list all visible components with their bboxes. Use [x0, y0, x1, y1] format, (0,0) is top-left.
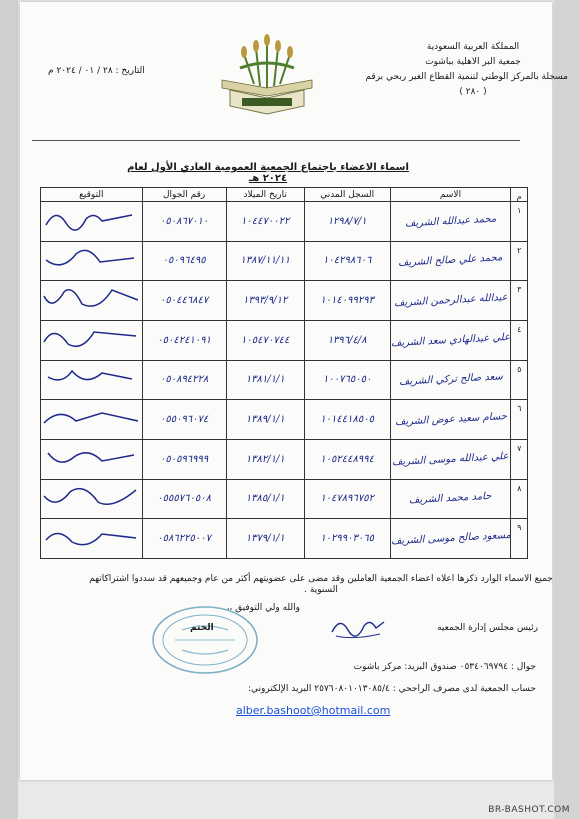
member-name-cell	[390, 202, 511, 242]
row-number-cell	[511, 360, 528, 400]
seal-label: الختم	[190, 623, 214, 633]
civil-record: ١٠٤٧٨٩٦٧٥٢	[320, 493, 375, 505]
member-signature	[42, 520, 140, 554]
member-name: مسعود صالح موسى الشريف	[390, 529, 511, 548]
member-signature	[42, 203, 140, 237]
table-row	[41, 400, 528, 440]
member-signature	[42, 322, 140, 356]
civil-record-cell	[304, 519, 390, 559]
mobile-number: ٠٥٨٦٢٢٥٠٠٧	[157, 533, 211, 545]
member-signature	[42, 242, 140, 276]
table-header-row	[41, 188, 528, 202]
civil-record: ١٠١٤٤١٨٥٠٥	[320, 414, 375, 426]
member-name: حامد محمد الشريف	[409, 491, 492, 507]
row-number-cell	[511, 519, 528, 559]
association-logo	[212, 28, 322, 120]
row-number: ٩	[517, 523, 522, 533]
civil-record: ١٠٢٩٩٠٣٠٦٥	[320, 533, 375, 545]
member-name-cell	[390, 360, 511, 400]
member-name-cell	[390, 241, 511, 281]
member-name-cell	[390, 479, 511, 519]
birth-date: ١٣٨٥/١/١	[245, 493, 285, 505]
birth-date: ١٣٩٣/٩/١٢	[243, 295, 288, 307]
signature-cell	[41, 202, 143, 242]
table-row	[41, 439, 528, 479]
signature-cell	[41, 320, 143, 360]
member-name: علي عبدالهادي سعد الشريف	[390, 331, 511, 349]
mobile-number: ٠٥٥٠٩٦٠٧٤	[159, 414, 209, 426]
mobile-number: ٠٥٠٨٩٤٢٢٨	[159, 374, 209, 386]
member-signature	[42, 480, 140, 514]
org-header	[365, 40, 568, 100]
birth-date: ١٣٨١/١/١	[245, 374, 285, 386]
civil-record: ١٠٤٢٩٨٦٠٦	[323, 255, 372, 267]
civil-record-cell	[304, 479, 390, 519]
header-line: ( ٢٨٠ )	[459, 87, 487, 97]
civil-record: ١٠١٤٠٩٩٢٩٣	[320, 295, 375, 307]
chairman-signature	[330, 612, 386, 642]
mobile-number: ٠٥٠٨٦٧٠١٠	[159, 215, 209, 227]
member-signature	[42, 282, 140, 316]
member-name: محمد عبدالله الشريف	[404, 213, 497, 230]
col-header-civil-record: السجل المدني	[304, 188, 390, 202]
row-number-cell	[511, 202, 528, 242]
chairman-label: رئيس مجلس إدارة الجمعيه	[437, 623, 538, 633]
header-line: جمعية البر الاهلية بباشوت	[425, 57, 521, 67]
mobile-number: ٠٥٥٥٧٦٠٥٠٨	[157, 493, 211, 505]
signature-cell	[41, 281, 143, 321]
header-divider	[32, 140, 520, 141]
mobile-number-cell	[142, 479, 226, 519]
signature-cell	[41, 479, 143, 519]
membership-note: جميع الاسماء الوارد ذكرها اعلاه اعضاء الجمعية العاملين وقد مضى على عضويتهم أكثر من عام وجميعهم قد سددوا اشتراكاتهم السنوية .	[89, 574, 553, 595]
civil-record-cell	[304, 439, 390, 479]
col-header-name: الاسم	[390, 188, 511, 202]
member-signature	[42, 361, 140, 395]
birth-date: ١٣٨٢/١/١	[245, 453, 285, 465]
birth-date-cell	[226, 202, 304, 242]
row-number-cell	[511, 400, 528, 440]
mobile-number-cell	[142, 360, 226, 400]
members-table	[40, 187, 528, 559]
table-row	[41, 241, 528, 281]
birth-date-cell	[226, 439, 304, 479]
birth-date: ١٣٨٧/١١/١١	[240, 255, 291, 267]
header-line: مسجلة بالمركز الوطني لتنمية القطاع الغير ربحي برقم	[365, 72, 568, 82]
civil-record: ١٢٩٨/٧/١	[327, 215, 367, 227]
row-number-cell	[511, 241, 528, 281]
birth-date-cell	[226, 320, 304, 360]
birth-date-cell	[226, 479, 304, 519]
signature-cell	[41, 439, 143, 479]
civil-record: ١٣٩٦/٤/٨	[327, 334, 367, 346]
col-header-number: م	[511, 188, 528, 202]
civil-record-cell	[304, 202, 390, 242]
row-number-cell	[511, 479, 528, 519]
table-row	[41, 281, 528, 321]
row-number: ١	[517, 206, 522, 215]
site-watermark: BR-BASHOT.COM	[488, 805, 570, 815]
row-number-cell	[511, 281, 528, 321]
col-header-mobile: رقم الجوال	[142, 188, 226, 202]
row-number-cell	[511, 320, 528, 360]
member-name: سعد صالح تركي الشريف	[398, 371, 503, 389]
document-date: التاريخ : ٢٨ / ٠١ / ٢٠٢٤ م	[48, 66, 145, 76]
member-name-cell	[390, 519, 511, 559]
birth-date: ١٠٤٤٧٠٠٢٢	[241, 215, 290, 227]
row-number: ٥	[517, 364, 522, 374]
row-number-cell	[511, 439, 528, 479]
scan-right-shadow	[554, 0, 580, 819]
member-name: عبدالله عبدالرحمن الشريف	[393, 292, 508, 310]
contact-phone-line: جوال : ٠٥٣٤٠٦٩٧٩٤ صندوق البريد: مركز باشوت	[353, 662, 536, 672]
row-number: ٧	[517, 443, 522, 453]
col-header-birth-date: تاريخ الميلاد	[226, 188, 304, 202]
email-link[interactable]: alber.bashoot@hotmail.com	[236, 704, 391, 717]
mobile-number: ٠٥٠٩٦٤٩٥	[162, 255, 206, 267]
row-number: ٦	[517, 404, 522, 414]
member-name-cell	[390, 439, 511, 479]
member-name-cell	[390, 320, 511, 360]
member-signature	[42, 441, 140, 475]
civil-record-cell	[304, 241, 390, 281]
civil-record-cell	[304, 320, 390, 360]
mobile-number: ٠٥٠٤٢٤١٠٩١	[157, 334, 211, 346]
row-number: ٢	[517, 245, 522, 255]
row-number: ٤	[517, 324, 522, 334]
birth-date-cell	[226, 281, 304, 321]
mobile-number-cell	[142, 519, 226, 559]
signature-cell	[41, 241, 143, 281]
contact-bank-line: حساب الجمعية لدى مصرف الراجحي : ٢٥٧٦٠٨٠١٠١٣٠٨٥/٤ البريد الإلكتروني:	[247, 684, 536, 694]
signature-cell	[41, 400, 143, 440]
col-header-signature: التوقيع	[41, 188, 143, 202]
closing-line: والله ولي التوفيق ،،	[226, 603, 300, 613]
table-row	[41, 519, 528, 559]
member-name-cell	[390, 400, 511, 440]
table-row	[41, 360, 528, 400]
scan-left-shadow	[0, 0, 18, 819]
birth-date-cell	[226, 400, 304, 440]
birth-date-cell	[226, 241, 304, 281]
mobile-number-cell	[142, 320, 226, 360]
table-row	[41, 479, 528, 519]
civil-record-cell	[304, 360, 390, 400]
mobile-number-cell	[142, 281, 226, 321]
mobile-number-cell	[142, 439, 226, 479]
civil-record: ١٠٠٧٦٥٠٥٠	[323, 374, 372, 386]
mobile-number: ٠٥٠٥٩٦٩٩٩	[159, 453, 209, 465]
signature-cell	[41, 360, 143, 400]
mobile-number-cell	[142, 202, 226, 242]
member-name: حسام سعيد عوض الشريف	[394, 411, 507, 429]
birth-date: ١٠٥٤٧٠٧٤٤	[241, 334, 290, 346]
member-name: محمد علي صالح الشريف	[398, 252, 503, 270]
mobile-number-cell	[142, 400, 226, 440]
mobile-number-cell	[142, 241, 226, 281]
member-name: علي عبدالله موسى الشريف	[392, 450, 509, 468]
mobile-number: ٠٥٠٤٤٦٨٤٧	[159, 295, 209, 307]
member-signature	[42, 401, 140, 435]
header-line: المملكة العربية السعودية	[426, 42, 520, 52]
row-number: ٨	[517, 483, 522, 493]
table-row	[41, 202, 528, 242]
birth-date-cell	[226, 519, 304, 559]
member-name-cell	[390, 281, 511, 321]
birth-date: ١٣٨٩/١/١	[245, 414, 285, 426]
association-seal-stamp	[150, 604, 260, 676]
birth-date-cell	[226, 360, 304, 400]
birth-date: ١٣٧٩/١/١	[245, 533, 285, 545]
table-row	[41, 320, 528, 360]
civil-record: ١٠٥٢٤٤٨٩٩٤	[320, 453, 375, 465]
civil-record-cell	[304, 400, 390, 440]
list-title: اسماء الاعضاء باجتماع الجمعية العمومية العادي الأول لعام ٢٠٢٤ هـ	[127, 162, 409, 184]
row-number: ٣	[517, 285, 522, 295]
signature-cell	[41, 519, 143, 559]
civil-record-cell	[304, 281, 390, 321]
